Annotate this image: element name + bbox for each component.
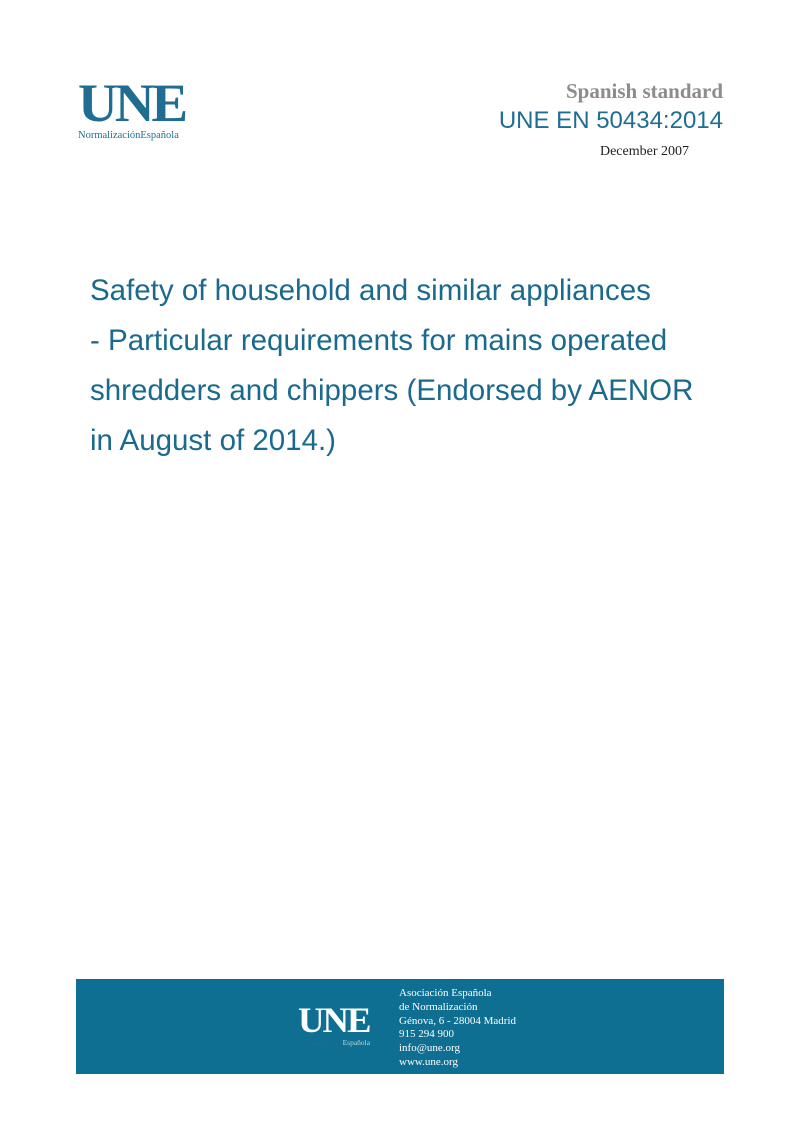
address-line: de Normalización [399, 1000, 478, 1013]
une-logo-mark: UNE [78, 73, 186, 133]
document-title: Safety of household and similar appliances - Particular requirements for mains operated shredders and chippers (Endorsed by AENOR in August of 2014.) [90, 274, 694, 457]
footer-logo-tagline: NormalizaciónEspañola [298, 1038, 371, 1047]
footer-address [399, 987, 516, 1070]
footer-logo-mark: UNE [298, 1000, 370, 1040]
une-logo-tagline: NormalizaciónEspañola [78, 130, 179, 141]
document-header [499, 78, 723, 162]
website-address: www.une.org [399, 1055, 458, 1068]
address-line: Asociación Española [399, 987, 492, 999]
phone-number: 915 294 900 [399, 1028, 454, 1041]
une-logo [78, 73, 194, 142]
standard-code: UNE EN 50434:2014 [498, 107, 723, 134]
document-type: Spanish standard [566, 79, 723, 103]
publication-date: December 2007 [599, 144, 689, 159]
email-address: info@une.org [399, 1042, 460, 1055]
footer-band [76, 979, 724, 1074]
address-line: Génova, 6 - 28004 Madrid [399, 1014, 517, 1027]
footer-une-logo [298, 1001, 370, 1047]
